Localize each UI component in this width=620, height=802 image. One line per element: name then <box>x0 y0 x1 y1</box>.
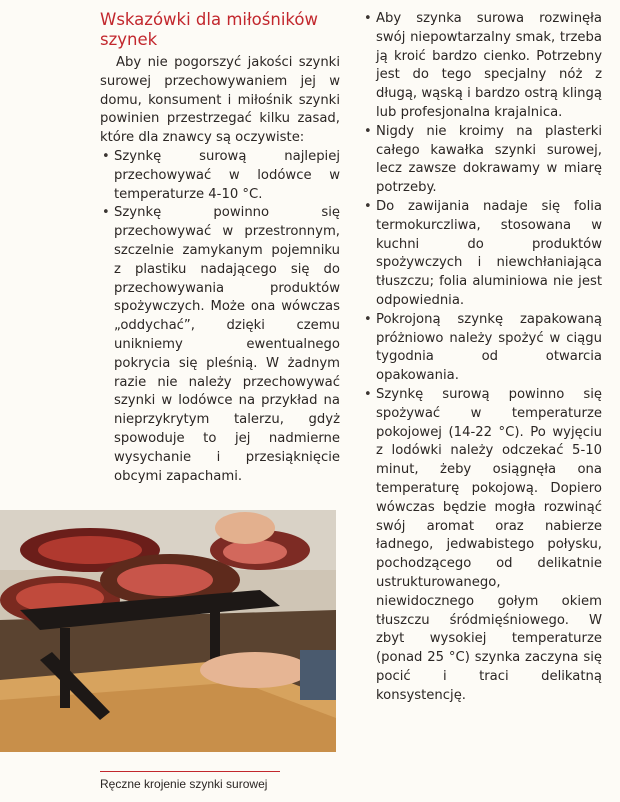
list-item: • Nigdy nie kroimy na plasterki całego kawałka szynki surowej, lecz zawsze dokrawamy w miarę potrzeby. <box>364 123 602 196</box>
photo-caption: Ręczne krojenie szynki surowej <box>100 777 268 791</box>
right-column <box>362 10 602 705</box>
list-item: • Szynkę powinno się przechowywać w przestronnym, szczelnie zamykanym pojemniku z plastiku nadającego się do przechowywania produktów spożywczych. Może ona wówczas „oddychać”, dzięki czemu unikniemy ewentualnego pokrycia się pleśnią. W żadnym razie nie należy przechowywać szynki w lodówce na przykład na nieprzykrytym talerzu, gdyż spowoduje to jej nadmierne wysychanie i przesiąknięcie obcymi zapachami. <box>102 205 340 484</box>
list-item: • Szynkę surową najlepiej przechowywać w lodówce w temperaturze 4-10 °C. <box>102 148 340 202</box>
left-column <box>100 10 340 486</box>
bullet-icon: • <box>102 148 110 164</box>
left-bullet-list <box>100 148 340 486</box>
bullet-icon: • <box>364 123 372 139</box>
photo-illustration <box>0 510 336 752</box>
right-bullet-list <box>362 10 602 705</box>
list-item: • Pokrojoną szynkę zapakowaną próżniowo należy spożyć w ciągu tygodnia od otwarcia opakowania. <box>364 311 602 384</box>
caption-rule <box>100 771 280 772</box>
bullet-icon: • <box>364 11 372 26</box>
bullet-icon: • <box>102 205 110 221</box>
ham-slicing-photo <box>0 510 336 752</box>
bullet-icon: • <box>364 386 372 402</box>
intro-paragraph: Aby nie pogorszyć jakości szynki surowej przechowywaniem jej w domu, konsument i miłośnik szynki powinien przestrzegać kilku zasad, które dla znawcy są oczywiste: <box>100 55 340 146</box>
bullet-icon: • <box>364 311 372 327</box>
list-item: • Do zawijania nadaje się folia termokurczliwa, stosowana w kuchni do produktów spożywczych i niewchłaniająca tłuszczu; folia aluminiowa nie jest odpowiednia. <box>364 198 602 308</box>
list-item: • Szynkę surową powinno się spożywać w temperaturze pokojowej (14-22 °C). Po wyjęciu z lodówki należy odczekać 5-10 minut, żeby osiągnęła ona temperaturę pokojową. Dopiero wówczas będzie mogła rozwinąć swój aromat oraz nabierze ładnego, jedwabistego połysku, pochodzącego od delikatnie ustrukturowanego, niewidocznego gołym okiem tłuszczu śródmięśniowego. W zbyt wysokiej temperaturze (ponad 25 °C) szynka zaczyna się pocić i traci delikatną konsystencję. <box>364 386 602 703</box>
list-item: • Aby szynka surowa rozwinęła swój niepowtarzalny smak, trzeba ją kroić bardzo cienko. Potrzebny jest do tego specjalny nóż z długą, wąską i bardzo ostrą klingą lub profesjonalna krajalnica. <box>364 11 602 120</box>
section-heading: Wskazówki dla miłośników szynek <box>100 10 318 49</box>
bullet-icon: • <box>364 198 372 214</box>
